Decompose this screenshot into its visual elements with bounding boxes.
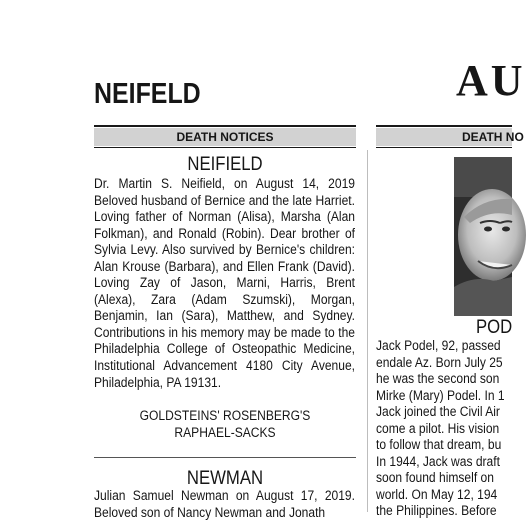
notice-name-neifield: NEIFIELD <box>187 154 263 175</box>
notice-line: world. On May 12, 194 <box>376 486 498 502</box>
notice-line: the Philippines. Before <box>376 503 497 519</box>
notice-line: soon found himself on <box>376 470 494 486</box>
section-header-death-notices-2 <box>376 128 524 146</box>
section-top-rule-2 <box>376 125 512 127</box>
notice-text: Dr. Martin S. Neifield, on August 14, 2019 Beloved husband of Bernice and the late Harriet. Loving father of Norman (Alisa), Marsha (Alan Folkman), and Ronald (Robin). Dear brother of Sylvia Levy. Also survived by Bernice's children: Alan Krouse (Barbara), and Ellen Frank (David). Loving Zay of Jason, Marni, Harris, Brent (Alexa), Zara (Adam Szumski), Morgan, Benjamin, Ian (Sara), Matthew, and Sydney. Contributions in his memory may be made to the Philadelphia College of Osteopathic Medicine, Institutional Advancement 4180 City Avenue, Philadelphia, PA 19131. <box>94 176 355 390</box>
funeral-home-line-2: RAPHAEL-SACKS <box>174 424 276 440</box>
page-title: NEIFELD <box>94 78 201 110</box>
column-divider <box>367 150 368 512</box>
notice-divider <box>94 457 356 458</box>
notice-line: Mirke (Mary) Podel. In 1 <box>376 387 505 403</box>
section-bottom-rule-2 <box>376 147 512 148</box>
notice-name-newman: NEWMAN <box>186 468 264 489</box>
notice-text: Julian Samuel Newman on August 17, 2019. Beloved son of Nancy Newman and Jonath <box>94 488 355 520</box>
notice-line: to follow that dream, bu <box>376 437 502 453</box>
funeral-home-line-1: GOLDSTEINS' ROSENBERG'S <box>139 408 311 423</box>
notice-body-newman <box>94 488 355 528</box>
portrait-image <box>454 157 512 316</box>
notice-line: In 1944, Jack was draft <box>376 453 500 469</box>
funeral-home-name <box>95 408 356 441</box>
notice-line: Jack Podel, 92, passed <box>376 338 501 353</box>
notice-body-podel <box>376 338 520 520</box>
section-label-2: DEATH NO <box>462 130 524 144</box>
section-top-rule <box>94 125 356 127</box>
notice-line: come a pilot. His vision <box>376 420 500 436</box>
masthead-title: AU <box>456 56 526 105</box>
portrait-photo <box>454 157 512 316</box>
notice-line: endale Az. Born July 25 <box>376 354 503 370</box>
notice-body-neifield <box>94 176 355 391</box>
section-header-death-notices: DEATH NOTICES <box>94 128 356 146</box>
notice-line: Jack joined the Civil Air <box>376 404 500 420</box>
notice-name-podel <box>476 318 529 338</box>
section-bottom-rule <box>94 147 356 148</box>
notice-line: he was the second son <box>376 371 500 387</box>
notice-name-text: POD <box>476 317 513 338</box>
